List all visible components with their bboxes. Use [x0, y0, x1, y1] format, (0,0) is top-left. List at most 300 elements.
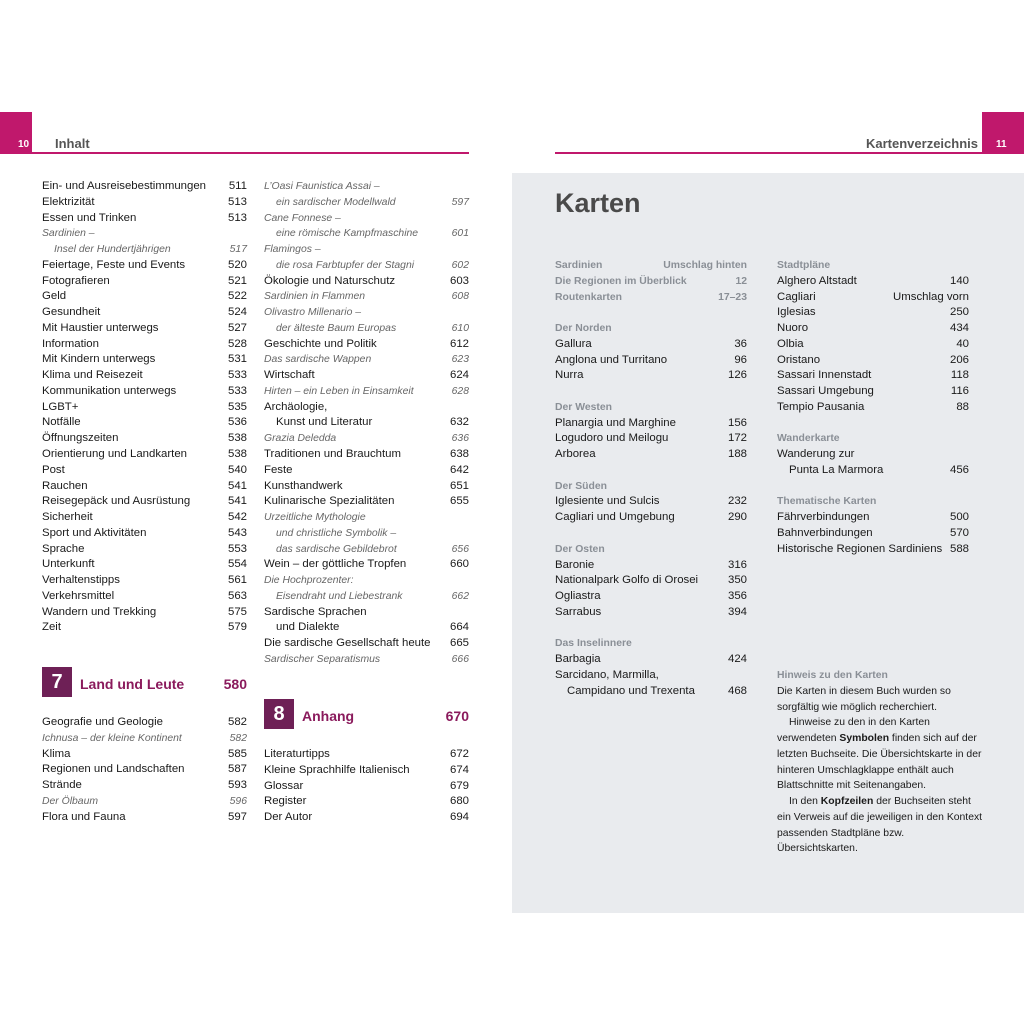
entry-title: Grazia Deledda: [264, 433, 337, 445]
entry-title: Barbagia: [555, 653, 601, 666]
index-entry: [264, 195, 469, 211]
entry-title: Kunsthandwerk: [264, 479, 343, 492]
chapter-8-heading: [264, 699, 469, 729]
entry-title: Gallura: [555, 337, 592, 350]
entry-page: 660: [449, 558, 469, 571]
entry-page: 596: [229, 795, 247, 807]
entry-title: Stadtpläne: [777, 260, 831, 271]
entry-title: LGBT+: [42, 400, 79, 413]
entry-page: 561: [227, 574, 247, 587]
entry-page: 585: [227, 747, 247, 760]
entry-page: 232: [727, 495, 747, 508]
map-entry: [777, 274, 969, 290]
chapter-number-box: 8: [264, 699, 294, 729]
entry-page: 623: [451, 354, 469, 366]
entry-title: Thematische Karten: [777, 496, 877, 508]
entry-page: 513: [227, 195, 247, 208]
entry-title: Essen und Trinken: [42, 211, 137, 224]
entry-page: 500: [949, 511, 969, 524]
index-entry: [42, 715, 247, 731]
entry-title: Das Inselinnere: [555, 638, 632, 650]
entry-title: eine römische Kampfmaschine: [276, 228, 419, 240]
entry-page: 424: [727, 653, 747, 666]
entry-title: die rosa Farbtupfer der Stagni: [276, 259, 415, 271]
entry-page: 563: [227, 589, 247, 602]
entry-page: 517: [229, 244, 247, 256]
section-heading: [777, 494, 969, 510]
map-entry: [555, 353, 747, 369]
entry-page: 588: [949, 542, 969, 555]
index-entry: [264, 589, 469, 605]
entry-title: Glossar: [264, 779, 304, 792]
index-entry: [42, 810, 247, 826]
index-entry: [42, 494, 247, 510]
entry-page: 610: [451, 322, 469, 334]
entry-page: 394: [727, 605, 747, 618]
chapter-page: 670: [445, 708, 469, 724]
entry-page: 624: [449, 369, 469, 382]
maps-list-right: [777, 258, 969, 558]
entry-title: Sport und Aktivitäten: [42, 526, 147, 539]
entry-page: 603: [449, 274, 469, 287]
entry-title: Klima: [42, 747, 71, 760]
entry-title: Tempio Pausania: [777, 400, 865, 413]
index-entry: [264, 337, 469, 353]
entry-title: Zeit: [42, 621, 61, 634]
index-entry: [42, 415, 247, 431]
maps-list-left: [555, 258, 747, 699]
entry-title: Wanderung zur: [777, 448, 855, 461]
entry-title: Feste: [264, 463, 293, 476]
index-entry: [264, 479, 469, 495]
chapter-number-box: 7: [42, 667, 72, 697]
entry-page: 316: [727, 558, 747, 571]
entry-page: 96: [734, 353, 747, 366]
entry-page: Umschlag vorn: [893, 290, 969, 303]
header-rule: [0, 152, 469, 154]
entry-title: Die sardische Gesellschaft heute: [264, 637, 431, 650]
map-entry: [555, 447, 747, 463]
entry-title: Sprache: [42, 542, 85, 555]
entry-title: Sassari Umgebung: [777, 385, 874, 398]
entry-title: Der Westen: [555, 401, 612, 413]
entry-title: Olivastro Millenario –: [264, 307, 362, 319]
entry-page: 520: [227, 258, 247, 271]
entry-title: Feiertage, Feste und Events: [42, 258, 186, 271]
entry-title: Mit Kindern unterwegs: [42, 353, 156, 366]
index-column-2b: [264, 747, 469, 826]
entry-title: Kommunikation unterwegs: [42, 384, 177, 397]
entry-title: Ogliastra: [555, 590, 601, 603]
entry-title: Cane Fonnese –: [264, 212, 341, 224]
entry-page: 638: [449, 448, 469, 461]
entry-page: 651: [449, 479, 469, 492]
entry-page: 694: [449, 811, 469, 824]
entry-page: 582: [227, 716, 247, 728]
index-entry: [264, 400, 469, 416]
entry-title: ein sardischer Modellwald: [276, 196, 396, 208]
map-entry: [555, 668, 747, 684]
entry-title: Kunst und Literatur: [276, 416, 373, 429]
entry-page: 206: [949, 353, 969, 366]
index-column-1: [42, 179, 247, 636]
index-entry: [264, 652, 469, 668]
entry-title: Rauchen: [42, 479, 88, 492]
map-entry: [777, 416, 969, 432]
section-heading: [555, 290, 747, 306]
map-entry: [555, 337, 747, 353]
map-entry: [555, 558, 747, 574]
entry-title: Anglona und Turritano: [555, 353, 668, 366]
header-rule: [555, 152, 1024, 154]
entry-page: 434: [949, 322, 969, 335]
maps-hint: [777, 668, 985, 857]
entry-title: Kulinarische Spezialitäten: [264, 495, 395, 508]
entry-title: Sardischer Separatismus: [264, 653, 381, 665]
index-entry: [42, 352, 247, 368]
entry-title: das sardische Gebildebrot: [276, 543, 397, 555]
map-entry: [555, 494, 747, 510]
entry-page: 593: [227, 779, 247, 792]
entry-page: 36: [734, 337, 747, 350]
entry-page: 582: [229, 732, 247, 744]
index-entry: [42, 589, 247, 605]
index-entry: [42, 573, 247, 589]
map-entry: [777, 290, 969, 306]
entry-title: Urzeitliche Mythologie: [264, 512, 366, 524]
index-entry: [264, 542, 469, 558]
entry-title: Wein – der göttliche Tropfen: [264, 558, 407, 571]
index-entry: [42, 526, 247, 542]
entry-title: Öffnungszeiten: [42, 432, 119, 445]
entry-title: Kleine Sprachhilfe Italienisch: [264, 763, 410, 776]
entry-title: Historische Regionen Sardiniens: [777, 542, 943, 555]
section-heading: [555, 258, 747, 274]
index-entry: [264, 447, 469, 463]
chapter-title: Land und Leute: [80, 676, 185, 692]
map-entry: [555, 384, 747, 400]
entry-title: Fährverbindungen: [777, 511, 870, 524]
entry-title: Logudoro und Meilogu: [555, 432, 669, 445]
index-entry: [42, 274, 247, 290]
index-entry: [264, 352, 469, 368]
entry-page: 602: [451, 259, 469, 271]
entry-title: Information: [42, 337, 99, 350]
entry-title: Olbia: [777, 337, 804, 350]
map-entry: [777, 479, 969, 495]
entry-title: und Dialekte: [276, 621, 340, 634]
map-entry: [555, 605, 747, 621]
index-entry: [264, 179, 469, 195]
index-entry: [264, 779, 469, 795]
hint-title: Hinweis zu den Karten: [777, 670, 888, 681]
entry-title: Fotografieren: [42, 274, 110, 287]
entry-page: 528: [227, 337, 247, 350]
entry-page: 538: [227, 448, 247, 461]
entry-title: Reisegepäck und Ausrüstung: [42, 495, 191, 508]
entry-page: 679: [449, 779, 469, 792]
index-entry: [42, 258, 247, 274]
entry-page: 597: [227, 810, 247, 823]
entry-page: 636: [451, 433, 469, 445]
entry-title: Der Ölbaum: [42, 795, 99, 807]
section-heading: [555, 321, 747, 337]
entry-title: Mit Haustier unterwegs: [42, 321, 159, 334]
map-entry: [777, 542, 969, 558]
map-entry: [555, 510, 747, 526]
entry-title: Gesundheit: [42, 306, 101, 319]
entry-title: Ein- und Ausreisebestimmungen: [42, 180, 206, 192]
entry-title: Geld: [42, 290, 67, 303]
index-entry: [264, 510, 469, 526]
entry-page: 156: [727, 416, 747, 429]
entry-page: 350: [727, 574, 747, 587]
entry-title: Sarcidano, Marmilla,: [555, 668, 659, 681]
index-entry: [264, 305, 469, 321]
index-entry: [264, 810, 469, 826]
index-entry: [42, 447, 247, 463]
index-entry: [42, 620, 247, 636]
entry-page: 542: [227, 511, 247, 524]
entry-page: 655: [449, 495, 469, 508]
entry-title: Geschichte und Politik: [264, 337, 377, 350]
entry-title: Cagliari und Umgebung: [555, 511, 675, 524]
hint-paragraph-3: In den Kopfzeilen der Buchseiten steht ein Verweis auf die jeweiligen in den Kontext passenden Stadtpläne bzw. Übersichtskarten.: [777, 796, 983, 855]
entry-page: 672: [449, 748, 469, 760]
entry-title: Literaturtipps: [264, 748, 330, 760]
entry-title: Orientierung und Landkarten: [42, 448, 188, 461]
index-entry: [42, 605, 247, 621]
entry-title: Die Hochprozenter:: [264, 575, 354, 587]
section-heading: [555, 479, 747, 495]
header-title: Kartenverzeichnis: [866, 136, 978, 151]
entry-page: 570: [949, 527, 969, 540]
entry-page: 521: [227, 274, 247, 287]
entry-page: 597: [451, 196, 469, 208]
index-entry: [42, 400, 247, 416]
index-entry: [42, 762, 247, 778]
entry-title: Eisendraht und Liebestrank: [276, 590, 403, 602]
entry-page: 468: [727, 684, 747, 697]
map-entry: [777, 447, 969, 463]
entry-title: Strände: [42, 779, 82, 792]
map-entry: [777, 305, 969, 321]
chapter-page: 580: [223, 676, 247, 692]
index-entry: [42, 384, 247, 400]
entry-title: Hirten – ein Leben in Einsamkeit: [264, 385, 414, 397]
entry-title: der älteste Baum Europas: [276, 322, 397, 334]
index-entry: [42, 794, 247, 810]
entry-title: Bahnverbindungen: [777, 527, 873, 540]
entry-title: Nurra: [555, 369, 584, 382]
index-entry: [42, 542, 247, 558]
entry-page: 612: [449, 337, 469, 350]
entry-title: Wanderkarte: [777, 433, 840, 445]
entry-page: 524: [227, 306, 247, 319]
entry-page: 535: [227, 400, 247, 413]
index-entry: [42, 242, 247, 258]
entry-page: 88: [956, 400, 969, 413]
index-entry: [42, 479, 247, 495]
map-entry: [555, 589, 747, 605]
entry-page: 628: [451, 385, 469, 397]
entry-page: 290: [727, 511, 747, 524]
entry-page: 12: [735, 275, 747, 287]
hint-paragraph-2: Hinweise zu den in den Karten verwendeten Symbolen finden sich auf der letzten Buchseite. Die Übersichtskarte in der hinteren Umschlagklappe enthält auch Blattschnitte mit Seitenangaben.: [777, 717, 982, 792]
map-entry: [777, 526, 969, 542]
entry-title: Baronie: [555, 558, 595, 571]
entry-page: 666: [451, 653, 469, 665]
entry-page: 541: [227, 495, 247, 508]
section-heading: [555, 542, 747, 558]
entry-page: 531: [227, 353, 247, 366]
entry-title: Sardische Sprachen: [264, 605, 367, 618]
entry-page: 456: [949, 463, 969, 476]
entry-title: Klima und Reisezeit: [42, 369, 143, 382]
index-entry: [264, 289, 469, 305]
map-entry: [555, 368, 747, 384]
map-entry: [555, 526, 747, 542]
maps-title: Karten: [555, 188, 641, 218]
entry-title: Elektrizität: [42, 195, 95, 208]
index-entry: [42, 195, 247, 211]
entry-title: Traditionen und Brauchtum: [264, 448, 401, 461]
index-entry: [264, 763, 469, 779]
entry-page: 140: [949, 274, 969, 287]
entry-title: Der Süden: [555, 480, 607, 492]
entry-page: 188: [727, 448, 747, 461]
entry-page: Umschlag hinten: [663, 260, 747, 271]
entry-title: Alghero Altstadt: [777, 274, 857, 287]
index-entry: [264, 415, 469, 431]
entry-title: Nationalpark Golfo di Orosei: [555, 574, 699, 587]
map-entry: [777, 463, 969, 479]
index-entry: [42, 211, 247, 227]
index-entry: [42, 337, 247, 353]
entry-title: Archäologie,: [264, 400, 328, 413]
index-entry: [264, 258, 469, 274]
entry-page: 511: [228, 180, 247, 192]
entry-page: 536: [227, 416, 247, 429]
entry-title: Notfälle: [42, 416, 81, 429]
entry-page: 642: [449, 463, 469, 476]
map-entry: [777, 321, 969, 337]
index-entry: [42, 747, 247, 763]
index-entry: [42, 226, 247, 242]
entry-page: 533: [227, 369, 247, 382]
map-entry: [555, 431, 747, 447]
map-entry: [555, 652, 747, 668]
entry-title: Sardinien in Flammen: [264, 291, 366, 303]
entry-title: Wirtschaft: [264, 369, 315, 382]
entry-page: 575: [227, 605, 247, 618]
entry-page: 608: [451, 291, 469, 303]
index-entry: [264, 557, 469, 573]
entry-page: 538: [227, 432, 247, 445]
entry-title: Iglesiente und Sulcis: [555, 495, 660, 508]
entry-title: Campidano und Trexenta: [567, 684, 695, 697]
index-entry: [42, 778, 247, 794]
map-entry: [555, 573, 747, 589]
entry-title: Wandern und Trekking: [42, 605, 157, 618]
entry-title: Routenkarten: [555, 291, 622, 303]
entry-title: Das sardische Wappen: [264, 354, 372, 366]
entry-title: Verhaltenstipps: [42, 574, 120, 587]
entry-title: Sarrabus: [555, 605, 602, 618]
entry-page: 656: [451, 543, 469, 555]
entry-page: 680: [449, 795, 469, 808]
entry-title: Flora und Fauna: [42, 810, 126, 823]
entry-title: Post: [42, 463, 65, 476]
entry-page: 527: [227, 321, 247, 334]
entry-title: Register: [264, 795, 307, 808]
entry-title: Flamingos –: [264, 244, 321, 256]
index-entry: [42, 557, 247, 573]
entry-page: 522: [227, 290, 247, 303]
entry-page: 543: [227, 526, 247, 539]
index-entry: [264, 573, 469, 589]
entry-title: Der Osten: [555, 543, 605, 555]
entry-title: Sicherheit: [42, 511, 93, 524]
entry-page: 601: [451, 228, 469, 240]
map-entry: [555, 305, 747, 321]
entry-title: Cagliari: [777, 290, 816, 303]
section-heading: [777, 258, 969, 274]
entry-title: L’Oasi Faunistica Assai –: [264, 181, 380, 192]
entry-page: 118: [950, 369, 969, 382]
entry-page: 356: [727, 590, 747, 603]
entry-title: Geografie und Geologie: [42, 716, 163, 728]
entry-page: 632: [449, 416, 469, 429]
section-heading: [777, 431, 969, 447]
entry-page: 533: [227, 384, 247, 397]
page-number: 10: [18, 139, 30, 150]
map-entry: [777, 400, 969, 416]
map-entry: [555, 621, 747, 637]
entry-page: 126: [727, 369, 747, 382]
page-number: 11: [996, 139, 1007, 150]
index-entry: [264, 636, 469, 652]
entry-title: und christliche Symbolik –: [276, 527, 397, 539]
section-heading: [555, 274, 747, 290]
index-entry: [264, 274, 469, 290]
entry-page: 665: [449, 637, 469, 650]
entry-title: Punta La Marmora: [789, 463, 884, 476]
chapter-title: Anhang: [302, 708, 355, 724]
section-heading: [555, 636, 747, 652]
index-column-1b: [42, 715, 247, 825]
entry-page: 587: [227, 763, 247, 776]
entry-title: Der Autor: [264, 811, 313, 824]
entry-page: 513: [227, 211, 247, 224]
entry-title: Arborea: [555, 448, 596, 461]
entry-page: 541: [227, 479, 247, 492]
index-entry: [42, 731, 247, 747]
entry-page: 40: [956, 337, 969, 350]
index-entry: [264, 242, 469, 258]
entry-title: Nuoro: [777, 322, 809, 335]
hint-paragraph-1: Die Karten in diesem Buch wurden so sorgfältig wie möglich recherchiert.: [777, 685, 951, 713]
entry-page: 250: [949, 306, 969, 319]
index-entry: [264, 431, 469, 447]
index-entry: [42, 289, 247, 305]
index-entry: [42, 510, 247, 526]
entry-title: Ökologie und Naturschutz: [264, 274, 396, 287]
entry-page: 116: [950, 385, 969, 398]
map-entry: [777, 368, 969, 384]
index-entry: [42, 179, 247, 195]
index-entry: [264, 384, 469, 400]
